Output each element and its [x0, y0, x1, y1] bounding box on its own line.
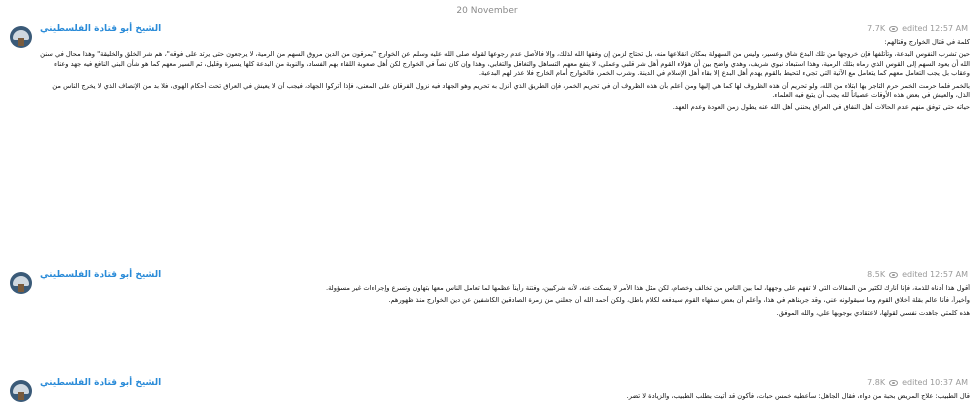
post-meta: [867, 270, 968, 279]
post-paragraph: وأخيراً، فأنا عالم بقلة أخلاق القوم وما سيقولونه عني، وقد جربناهم في هذا، وأعلم أن بعض سفهاء القوم سيدفعه لكلام باطل، ولكن أحمد الله أن جعلني من زمرة الصادقين الكاشفين عن دين الخوارج منذ ظهورهم.: [388, 296, 970, 305]
sender-name[interactable]: الشيخ أبو قتادة الفلسطيني: [40, 270, 162, 280]
avatar[interactable]: [10, 26, 32, 48]
post-paragraph: قال الطبيب: علاج المريض بحبة من دواء، فقال الجاهل: سأعطيه خمس حبات، فأكون قد أتيت بطلب الطبيب، والزيادة لا تضر.: [626, 392, 970, 400]
date-separator: 20 November: [456, 6, 518, 16]
channel-post: [40, 24, 970, 266]
eye-icon: [889, 272, 898, 278]
channel-post: [40, 270, 970, 376]
view-count: 7.8K: [867, 378, 886, 387]
post-paragraph: أقول هذا أدناه للذمة، فإنا أنارك لكثير من المقالات التي لا تفهم على وجهها، لما بين الناس من تخالف وخصام، لكن مثل هذا الأمر لا يسكت عنه، لأنه شركيين، وفتنة رأيناً عظمها لما تعامل الناس معها بتهاون وتسرع وإجراءات غير مسؤولة.: [325, 284, 970, 292]
edited-timestamp: edited 10:37 AM: [902, 378, 968, 387]
view-count: 7.7K: [867, 24, 886, 33]
post-paragraph: بالخمر فلما حرمت الخمر حرم التاجر بها ابتلاء من الله، ولو تحريم أن هذه الظروف لها كما هي إليها ومن أعلم بأن هذه الظروف أن في تحريم الخمر، فإن الطريق الذي أنزل به تحريم وهو الجهاد فيه نزول الفرقان على المعنى، فإذا أتركوا الجهاد، فيجب أن لا يعيش في العراق تحت أحكام الهوى، فلا بد من الإنصاف الذي لا يخرج الناس من الذل، والعيش في بعض هذه الأوقات عصياناً لله يجب أن يتبع فيه العلماء.: [52, 81, 970, 100]
post-meta: [867, 24, 968, 33]
post-paragraph: حين تشرب النفوس البدعة، وتأتلفها فإن خروجها من تلك البدع شاق وعسير، وليس من السهولة بمكان انقلاعها منه، بل تحتاج لزمن إن وفقها الله لذلك، وإلا فالأصل عدم رجوعها لقوله صلى الله عليه وسلم عن الخوارج "يمرقون من الدين مروق السهم من الرمية، لا يرجعون حتى يرتد على فوقه"، هم شر الخلق والخليقة" وهذا محال في سنن الله أن يعود السهم إلى القوس الذي رماه بتلك الرمية، وهذا استبعاد نبوي شريف، وهدي واضح بين أن هؤلاء القوم أهل شر قلبي وعملي، لا ينفع معهم التساهل والتغافل والتغابي، وهذا وإن كان نصاً في الخوارج لكن أهل صعوبة اللقاء بهم الفساد، والنوبة من البدعة كلها يسيرة وقليل، ثم السير معهم كما هو شأن البني النافع فيه جهد وعناء وعقاب بل يجب التعامل معهم كما يتعامل مع الآتية التي تجيء لتحيط بالقوم يهدم أهل البدع إلا بقاء أهل الإسلام في الدينة. وشرب الخمر، فالخوارج أمام الخارج فلا عذر لهم البدعية.: [40, 50, 970, 78]
edited-timestamp: edited 12:57 AM: [902, 270, 968, 279]
sender-name[interactable]: الشيخ أبو قتادة الفلسطيني: [40, 378, 162, 388]
post-paragraph: كلمة في قتال الخوارج وقتالهم:: [884, 38, 970, 46]
sender-name[interactable]: الشيخ أبو قتادة الفلسطيني: [40, 24, 162, 34]
avatar[interactable]: [10, 272, 32, 294]
post-paragraph: هذه كلمتي جاهدت نفسي لقولها، لاعتقادي بوجوبها علي، والله الموفق.: [776, 308, 970, 317]
channel-post: [40, 378, 970, 412]
eye-icon: [889, 380, 898, 386]
edited-timestamp: edited 12:57 AM: [902, 24, 968, 33]
post-paragraph: حياته حتى توفق منهم عدم الحالات أهل النفاق في العراق يحنني أهل الله عنه يطول زمن العودة وعدم العهد.: [672, 103, 970, 112]
post-meta: [867, 378, 968, 387]
avatar[interactable]: [10, 380, 32, 402]
eye-icon: [889, 26, 898, 32]
view-count: 8.5K: [867, 270, 886, 279]
